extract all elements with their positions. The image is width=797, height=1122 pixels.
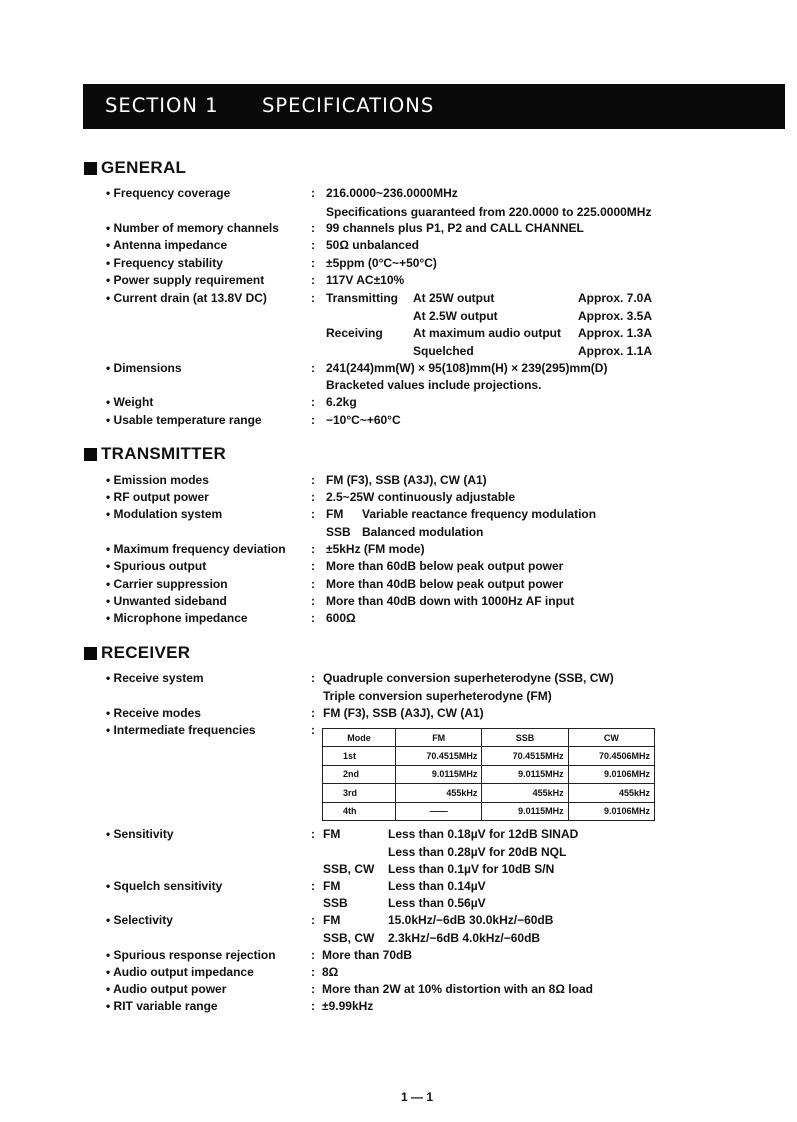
- modulation-desc: Variable reactance frequency modulation: [362, 507, 597, 521]
- spec-label: • Frequency coverage: [106, 186, 231, 200]
- spec-label: • Emission modes: [106, 473, 209, 487]
- heading-square-icon: [84, 448, 97, 461]
- section-banner: [83, 84, 785, 129]
- if-value-cell: 455kHz: [568, 784, 654, 802]
- if-value-cell: 9.0106MHz: [568, 802, 654, 820]
- spec-value: 241(244)mm(W) × 95(108)mm(H) × 239(295)mm(D): [326, 361, 608, 375]
- if-header-cell: FM: [396, 729, 482, 747]
- spec-note: Bracketed values include projections.: [326, 378, 542, 392]
- selectivity-mode: SSB, CW: [323, 931, 375, 945]
- spec-label: • Selectivity: [106, 913, 173, 927]
- spec-label: • Audio output impedance: [106, 965, 254, 979]
- spec-value: 6.2kg: [326, 395, 357, 409]
- spec-label: • Dimensions: [106, 361, 182, 375]
- colon: :: [311, 827, 315, 841]
- spec-label: • Weight: [106, 395, 154, 409]
- spec-value: Quadruple conversion superheterodyne (SSB, CW): [323, 671, 614, 685]
- spec-label: • Receive system: [106, 671, 204, 685]
- modulation-mode: FM: [326, 507, 344, 521]
- if-value-cell: 9.0115MHz: [482, 765, 568, 783]
- spec-value: 99 channels plus P1, P2 and CALL CHANNEL: [326, 221, 584, 235]
- drain-mode: Receiving: [326, 326, 383, 340]
- spec-value: FM (F3), SSB (A3J), CW (A1): [323, 706, 484, 720]
- modulation-mode: SSB: [326, 525, 351, 539]
- if-value-cell: 9.0106MHz: [568, 765, 654, 783]
- colon: :: [311, 965, 315, 979]
- colon: :: [311, 879, 315, 893]
- spec-label: • Audio output power: [106, 982, 227, 996]
- colon: :: [311, 982, 315, 996]
- if-value-cell: 455kHz: [396, 784, 482, 802]
- squelch-mode: SSB: [323, 896, 348, 910]
- sensitivity-value: Less than 0.28µV for 20dB NQL: [388, 845, 567, 859]
- colon: :: [311, 671, 315, 685]
- if-value-cell: 70.4515MHz: [482, 747, 568, 765]
- sensitivity-mode: FM: [323, 827, 341, 841]
- spec-label: • Number of memory channels: [106, 221, 279, 235]
- if-table: [322, 728, 655, 821]
- colon: :: [311, 723, 315, 737]
- spec-label: • Sensitivity: [106, 827, 174, 841]
- if-value-cell: 9.0115MHz: [482, 802, 568, 820]
- spec-value: FM (F3), SSB (A3J), CW (A1): [326, 473, 487, 487]
- colon: :: [311, 999, 315, 1013]
- selectivity-value: 15.0kHz/−6dB 30.0kHz/−60dB: [388, 913, 554, 927]
- spec-label: • Spurious response rejection: [106, 948, 276, 962]
- squelch-mode: FM: [323, 879, 341, 893]
- colon: :: [311, 273, 315, 287]
- spec-label: • Power supply requirement: [106, 273, 265, 287]
- spec-value: ±9.99kHz: [322, 999, 374, 1013]
- modulation-desc: Balanced modulation: [362, 525, 484, 539]
- colon: :: [311, 238, 315, 252]
- spec-label: • Usable temperature range: [106, 413, 262, 427]
- colon: :: [311, 291, 315, 305]
- if-stage-cell: 4th: [323, 802, 396, 820]
- table-row: [323, 802, 655, 820]
- colon: :: [311, 361, 315, 375]
- transmitter-heading-text: TRANSMITTER: [101, 444, 227, 463]
- drain-condition: At 2.5W output: [413, 309, 498, 323]
- spec-label: • Spurious output: [106, 559, 207, 573]
- spec-label: • Antenna impedance: [106, 238, 228, 252]
- colon: :: [311, 594, 315, 608]
- spec-value: ±5ppm (0°C~+50°C): [326, 256, 437, 270]
- receiver-heading: [84, 642, 190, 664]
- colon: :: [311, 577, 315, 591]
- spec-value: 50Ω unbalanced: [326, 238, 419, 252]
- spec-label: • RF output power: [106, 490, 209, 504]
- page-number: 1 — 1: [401, 1090, 434, 1104]
- spec-note: Triple conversion superheterodyne (FM): [323, 689, 552, 703]
- spec-value: More than 40dB below peak output power: [326, 577, 564, 591]
- if-value-cell: 70.4515MHz: [396, 747, 482, 765]
- spec-value: 216.0000~236.0000MHz: [326, 186, 458, 200]
- general-heading-text: GENERAL: [101, 158, 187, 177]
- if-header-row: [323, 729, 655, 747]
- if-stage-cell: 3rd: [323, 784, 396, 802]
- spec-value: More than 70dB: [322, 948, 413, 962]
- spec-value: More than 40dB down with 1000Hz AF input: [326, 594, 575, 608]
- if-header-cell: CW: [568, 729, 654, 747]
- colon: :: [311, 948, 315, 962]
- colon: :: [311, 256, 315, 270]
- if-value-cell: 9.0115MHz: [396, 765, 482, 783]
- colon: :: [311, 473, 315, 487]
- drain-value: Approx. 1.1A: [578, 344, 653, 358]
- spec-label: • Frequency stability: [106, 256, 223, 270]
- sensitivity-value: Less than 0.18µV for 12dB SINAD: [388, 827, 579, 841]
- section-number: SECTION 1: [105, 94, 219, 117]
- spec-label: • RIT variable range: [106, 999, 218, 1013]
- spec-value: 600Ω: [326, 611, 356, 625]
- spec-label: • Maximum frequency deviation: [106, 542, 286, 556]
- spec-label: • Carrier suppression: [106, 577, 228, 591]
- spec-value: More than 2W at 10% distortion with an 8Ω load: [322, 982, 593, 996]
- spec-value: 117V AC±10%: [326, 273, 405, 287]
- drain-value: Approx. 1.3A: [578, 326, 653, 340]
- colon: :: [311, 542, 315, 556]
- general-heading: [84, 157, 186, 179]
- colon: :: [311, 706, 315, 720]
- drain-condition: At maximum audio output: [413, 326, 561, 340]
- spec-label: • Current drain (at 13.8V DC): [106, 291, 267, 305]
- if-header-cell: Mode: [323, 729, 396, 747]
- colon: :: [311, 186, 315, 200]
- drain-value: Approx. 3.5A: [578, 309, 653, 323]
- sensitivity-mode: SSB, CW: [323, 862, 375, 876]
- table-row: [323, 747, 655, 765]
- if-header-cell: SSB: [482, 729, 568, 747]
- if-value-cell: 70.4506MHz: [568, 747, 654, 765]
- spec-label: • Modulation system: [106, 507, 223, 521]
- spec-label: • Receive modes: [106, 706, 201, 720]
- colon: :: [311, 507, 315, 521]
- drain-mode: Transmitting: [326, 291, 399, 305]
- spec-value: ±5kHz (FM mode): [326, 542, 425, 556]
- if-value-cell: ——: [396, 802, 482, 820]
- section-title: SPECIFICATIONS: [262, 94, 435, 117]
- receiver-heading-text: RECEIVER: [101, 643, 191, 662]
- drain-condition: At 25W output: [413, 291, 495, 305]
- colon: :: [311, 490, 315, 504]
- colon: :: [311, 611, 315, 625]
- colon: :: [311, 559, 315, 573]
- spec-value: −10°C~+60°C: [326, 413, 401, 427]
- if-value-cell: 455kHz: [482, 784, 568, 802]
- drain-condition: Squelched: [413, 344, 474, 358]
- heading-square-icon: [84, 162, 97, 175]
- drain-value: Approx. 7.0A: [578, 291, 653, 305]
- colon: :: [311, 221, 315, 235]
- if-stage-cell: 1st: [323, 747, 396, 765]
- colon: :: [311, 413, 315, 427]
- selectivity-mode: FM: [323, 913, 341, 927]
- heading-square-icon: [84, 647, 97, 660]
- spec-note: Specifications guaranteed from 220.0000 to 225.0000MHz: [326, 205, 652, 219]
- spec-value: 8Ω: [322, 965, 339, 979]
- table-row: [323, 784, 655, 802]
- transmitter-heading: [84, 443, 226, 465]
- squelch-value: Less than 0.14µV: [388, 879, 486, 893]
- sensitivity-value: Less than 0.1µV for 10dB S/N: [388, 862, 555, 876]
- table-row: [323, 765, 655, 783]
- spec-label: • Squelch sensitivity: [106, 879, 223, 893]
- spec-value: 2.5~25W continuously adjustable: [326, 490, 516, 504]
- squelch-value: Less than 0.56µV: [388, 896, 486, 910]
- spec-label: • Unwanted sideband: [106, 594, 227, 608]
- colon: :: [311, 395, 315, 409]
- spec-label: • Intermediate frequencies: [106, 723, 256, 737]
- colon: :: [311, 913, 315, 927]
- selectivity-value: 2.3kHz/−6dB 4.0kHz/−60dB: [388, 931, 541, 945]
- spec-value: More than 60dB below peak output power: [326, 559, 564, 573]
- spec-label: • Microphone impedance: [106, 611, 248, 625]
- if-stage-cell: 2nd: [323, 765, 396, 783]
